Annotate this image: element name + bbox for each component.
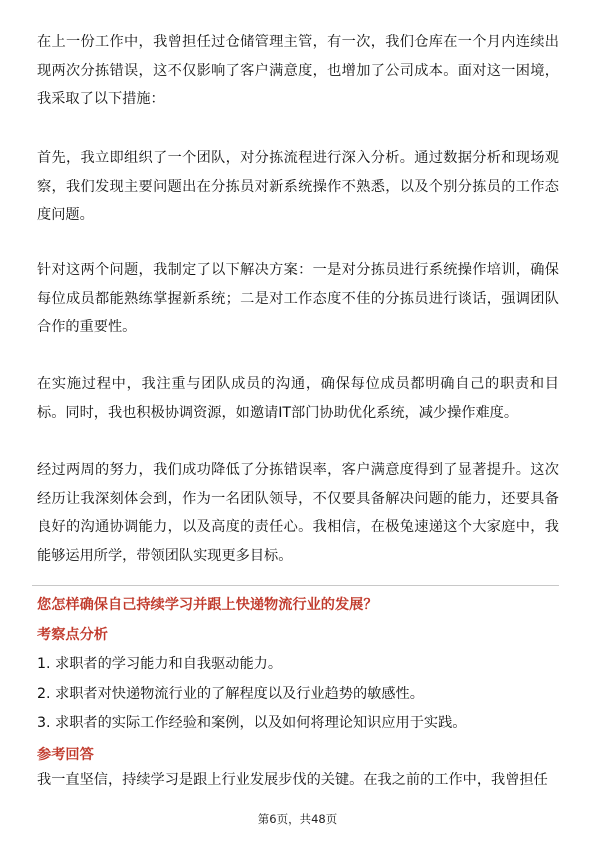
paragraph-4: 在实施过程中，我注重与团队成员的沟通，确保每位成员都明确自己的职责和目标。同时，我也积极协调资源，如邀请IT部门协助优化系统，减少操作难度。 (37, 376, 559, 421)
list-item: 3. 求职者的实际工作经验和案例，以及如何将理论知识应用于实践。 (37, 715, 467, 731)
answer-paragraph: 我一直坚信，持续学习是跟上行业发展步伐的关键。在我之前的工作中，我曾担任 (37, 772, 548, 788)
interview-question: 您怎样确保自己持续学习并跟上快递物流行业的发展？ (37, 597, 378, 613)
paragraph-1: 在上一份工作中，我曾担任过仓储管理主管，有一次，我们仓库在一个月内连续出现两次分拣错误，这不仅影响了客户满意度，也增加了公司成本。面对这一困境，我采取了以下措施： (37, 34, 559, 107)
answer-heading: 参考回答 (37, 747, 94, 763)
paragraph-5: 经过两周的努力，我们成功降低了分拣错误率，客户满意度得到了显著提升。这次经历让我深刻体会到，作为一名团队领导，不仅要具备解决问题的能力，还要具备良好的沟通协调能力，以及高度的责任心。我相信，在极兔速递这个大家庭中，我能够运用所学，带领团队实现更多目标。 (37, 462, 559, 564)
analysis-list (37, 650, 467, 739)
analysis-heading: 考察点分析 (37, 627, 108, 643)
list-item: 2. 求职者对快递物流行业的了解程度以及行业趋势的敏感性。 (37, 685, 424, 702)
list-item: 1. 求职者的学习能力和自我驱动能力。 (37, 656, 283, 672)
paragraph-2: 首先，我立即组织了一个团队，对分拣流程进行深入分析。通过数据分析和现场观察，我们发现主要问题出在分拣员对新系统操作不熟悉，以及个别分拣员的工作态度问题。 (37, 150, 559, 223)
page-number: 第6页，共48页 (257, 812, 338, 826)
paragraph-3: 针对这两个问题，我制定了以下解决方案：一是对分拣员进行系统操作培训，确保每位成员都能熟练掌握新系统；二是对工作态度不佳的分拣员进行谈话，强调团队合作的重要性。 (37, 262, 559, 335)
section-divider (32, 585, 559, 586)
